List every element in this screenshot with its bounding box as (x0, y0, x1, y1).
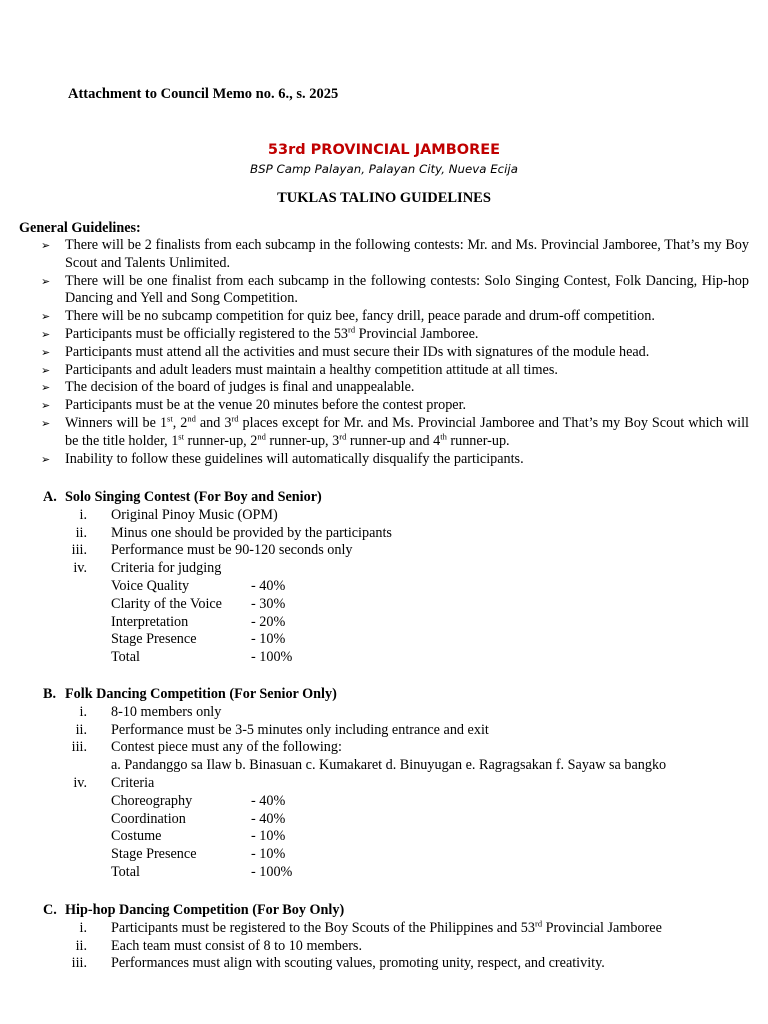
arrow-bullet-icon: ➢ (41, 310, 51, 324)
arrow-bullet-icon: ➢ (41, 416, 51, 430)
arrow-bullet-icon: ➢ (41, 452, 51, 466)
criteria-table (111, 793, 751, 882)
section-heading: C. Hip-hop Dancing Competition (For Boy Only) (43, 902, 345, 918)
criteria-row: Costume - 10% (111, 828, 286, 845)
attachment-reference: Attachment to Council Memo no. 6., s. 2025 (68, 86, 339, 102)
criteria-row: Stage Presence - 10% (111, 631, 286, 648)
section-heading: A. Solo Singing Contest (For Boy and Senior) (43, 489, 322, 505)
section-items (43, 920, 751, 973)
section-items (43, 775, 751, 793)
event-title: 53rd PROVINCIAL JAMBOREE (267, 142, 501, 158)
general-guidelines-heading: General Guidelines: (19, 220, 141, 236)
criteria-row: Coordination - 40% (111, 810, 286, 827)
list-item: iv. Criteria for judging (73, 560, 222, 577)
section-items (43, 507, 751, 578)
guideline-item: ➢ Participants and adult leaders must maintain a healthy competition attitude at all times. (41, 361, 558, 378)
criteria-table (111, 578, 751, 667)
guideline-item: ➢ There will be 2 finalists from each subcamp in the following contests: Mr. and Ms. Provincial Jamboree, That’s my Boy Scout and Talents Unlimited. (41, 237, 749, 271)
section-hiphop-dancing (43, 902, 751, 973)
arrow-bullet-icon: ➢ (41, 381, 51, 395)
list-item: ii. Each team must consist of 8 to 10 members. (75, 937, 362, 954)
criteria-row: Clarity of the Voice - 30% (111, 595, 286, 612)
criteria-row: Voice Quality - 40% (111, 577, 286, 594)
general-guidelines-list (41, 237, 749, 468)
criteria-row: Total - 100% (111, 649, 293, 666)
criteria-row: Stage Presence - 10% (111, 846, 286, 863)
guideline-item: ➢ There will be one finalist from each subcamp in the following contests: Solo Singing Contest, Folk Dancing, Hip-hop Dancing and Yell and Song Competition. (41, 272, 749, 307)
guideline-item: ➢ The decision of the board of judges is final and unappealable. (41, 379, 415, 396)
guideline-item: ➢ Participants must be officially registered to the 53rd Provincial Jamboree. (41, 324, 479, 342)
section-items (43, 704, 751, 757)
list-item: iii. Performance must be 90-120 seconds only (71, 542, 353, 559)
list-item: iii. Performances must align with scouting values, promoting unity, respect, and creativity. (71, 955, 605, 972)
arrow-bullet-icon: ➢ (41, 274, 51, 288)
list-item: i. 8-10 members only (79, 703, 222, 720)
guideline-item: ➢ Participants must be at the venue 20 minutes before the contest proper. (41, 397, 467, 414)
arrow-bullet-icon: ➢ (41, 345, 51, 359)
arrow-bullet-icon: ➢ (41, 363, 51, 377)
event-venue: BSP Camp Palayan, Palayan City, Nueva Ecija (250, 162, 518, 176)
list-item: iv. Criteria (73, 774, 155, 791)
guideline-item: ➢ Participants must attend all the activities and must secure their IDs with signatures of the module head. (41, 343, 650, 360)
section-solo-singing (43, 489, 751, 667)
criteria-row: Total - 100% (111, 863, 293, 880)
section-folk-dancing (43, 686, 751, 882)
criteria-row: Choreography - 40% (111, 792, 286, 809)
section-heading: B. Folk Dancing Competition (For Senior Only) (43, 686, 337, 702)
arrow-bullet-icon: ➢ (41, 327, 51, 341)
contest-pieces: a. Pandanggo sa Ilaw b. Binasuan c. Kumakaret d. Binuyugan e. Ragragsakan f. Sayaw sa bangko (111, 757, 667, 774)
criteria-row: Interpretation - 20% (111, 613, 286, 630)
guideline-item: ➢ Winners will be 1st, 2nd and 3rd places except for Mr. and Ms. Provincial Jamboree and That’s my Boy Scout which will be the title holder, 1st runner-up, 2nd runner-up, 3rd runner-up and 4th runner-up. (41, 413, 749, 449)
list-item: i. Original Pinoy Music (OPM) (79, 506, 278, 523)
guideline-item: ➢ Inability to follow these guidelines will automatically disqualify the participants. (41, 450, 524, 467)
list-item: ii. Performance must be 3-5 minutes only including entrance and exit (75, 721, 489, 738)
list-item: iii. Contest piece must any of the following: (71, 739, 342, 756)
list-item: ii. Minus one should be provided by the participants (75, 524, 392, 541)
list-item: i. Participants must be registered to the Boy Scouts of the Philippines and 53rd Provincial Jamboree (79, 918, 662, 936)
arrow-bullet-icon: ➢ (41, 399, 51, 413)
guidelines-title: TUKLAS TALINO GUIDELINES (277, 190, 491, 206)
arrow-bullet-icon: ➢ (41, 239, 51, 252)
guideline-item: ➢ There will be no subcamp competition for quiz bee, fancy drill, peace parade and drum-off competition. (41, 308, 655, 325)
